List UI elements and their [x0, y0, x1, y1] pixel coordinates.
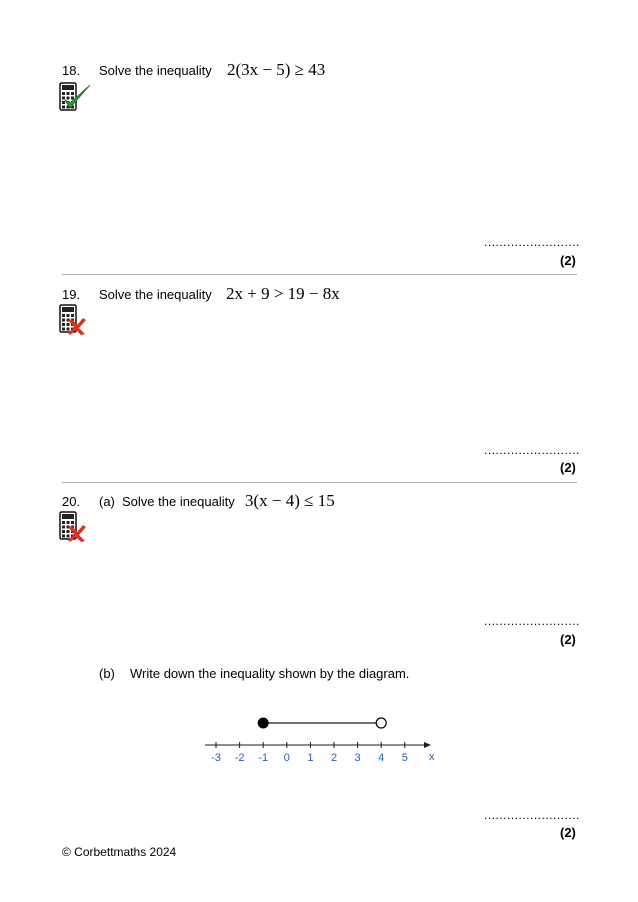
question-20b-prompt: Write down the inequality shown by the diagram.	[130, 666, 410, 681]
question-20a-label: (a)	[99, 494, 115, 509]
tick-label: -2	[234, 752, 245, 764]
tick-labels	[211, 752, 408, 764]
axis-arrowhead	[424, 742, 431, 748]
question-20b-answer-line[interactable]: .........................	[484, 808, 580, 822]
tick-label: 5	[401, 752, 408, 764]
tick-label: 2	[330, 752, 338, 764]
question-20a-answer-line[interactable]: .........................	[484, 614, 580, 628]
closed-circle-endpoint	[258, 718, 268, 728]
question-18-number: 18.	[62, 63, 81, 78]
question-18-prompt: Solve the inequality	[99, 63, 212, 78]
question-20a-prompt: Solve the inequality	[122, 494, 235, 509]
question-18-expression: 2(3x − 5) ≥ 43	[227, 60, 326, 79]
question-20a-expression: 3(x − 4) ≤ 15	[245, 491, 335, 510]
question-18-answer-line[interactable]: .........................	[484, 235, 580, 249]
tick-label: 0	[283, 752, 290, 764]
question-19-marks: (2)	[560, 460, 576, 475]
question-19-number: 19.	[62, 287, 81, 302]
question-19-prompt: Solve the inequality	[99, 287, 212, 302]
question-18-marks: (2)	[560, 253, 576, 268]
open-circle-endpoint	[376, 718, 386, 728]
calculator-not-allowed-icon	[58, 511, 92, 543]
divider	[62, 274, 577, 275]
tick-label: 3	[354, 752, 361, 764]
question-20a-marks: (2)	[560, 632, 576, 647]
question-20b-label: (b)	[99, 666, 115, 681]
question-19-expression: 2x + 9 > 19 − 8x	[226, 284, 340, 303]
question-20b-marks: (2)	[560, 825, 576, 840]
number-line-diagram	[195, 708, 445, 770]
question-19-answer-line[interactable]: .........................	[484, 443, 580, 457]
divider	[62, 482, 577, 483]
tick-label: -3	[211, 752, 221, 764]
calculator-allowed-icon	[58, 82, 92, 112]
question-20-number: 20.	[62, 494, 81, 509]
calculator-not-allowed-icon	[58, 304, 92, 336]
tick-label: -1	[258, 752, 269, 764]
tick-label: 1	[307, 752, 314, 764]
axis-label-x: x	[429, 751, 435, 763]
tick-label: 4	[378, 752, 385, 764]
copyright-footer: © Corbettmaths 2024	[62, 845, 177, 859]
